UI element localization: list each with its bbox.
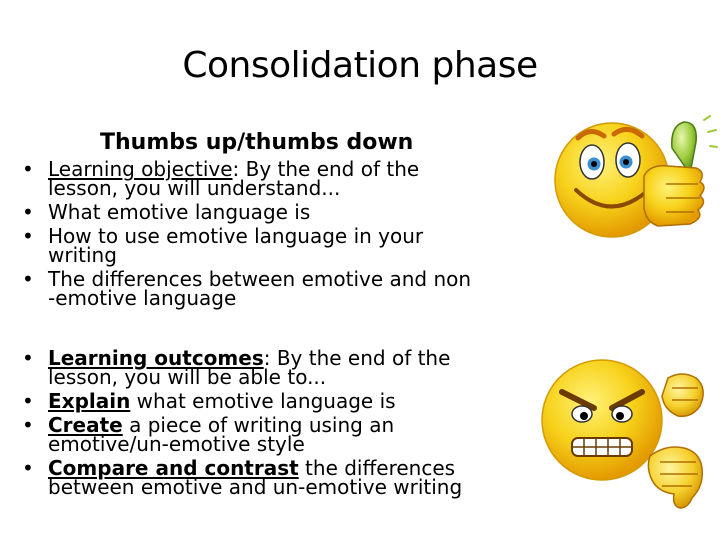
bullet-icon: • bbox=[22, 413, 34, 437]
thumbs-down-smiley-icon bbox=[532, 352, 720, 512]
list-item bbox=[0, 389, 480, 413]
bullet-icon: • bbox=[22, 267, 34, 291]
list-item bbox=[0, 413, 480, 456]
list-item bbox=[0, 224, 480, 267]
outcome-heading: Learning outcomes bbox=[48, 346, 264, 370]
list-item bbox=[0, 346, 480, 389]
objective-item: The differences between emotive and non -emotive language bbox=[48, 267, 472, 310]
bullet-icon: • bbox=[22, 200, 34, 224]
objective-intro: : By the end of the lesson, you will understand... bbox=[48, 157, 420, 200]
objective-heading: Learning objective bbox=[48, 157, 233, 181]
slide-title: Consolidation phase bbox=[182, 45, 538, 86]
bullet-icon: • bbox=[22, 456, 34, 480]
outcome-verb: Compare and contrast bbox=[48, 456, 299, 480]
outcome-intro: : By the end of the lesson, you will be able to... bbox=[48, 346, 451, 389]
list-item bbox=[0, 456, 480, 499]
outcome-verb: Create bbox=[48, 413, 123, 437]
outcome-text: a piece of writing using an emotive/un-emotive style bbox=[48, 413, 395, 456]
bullet-icon: • bbox=[22, 157, 34, 181]
outcome-text: the differences between emotive and un-emotive writing bbox=[48, 456, 463, 499]
bullet-icon: • bbox=[22, 346, 34, 370]
slide-subtitle: Thumbs up/thumbs down bbox=[100, 130, 414, 155]
thumbs-up-smiley-icon bbox=[550, 112, 720, 252]
list-item bbox=[0, 267, 480, 310]
bullet-icon: • bbox=[22, 389, 34, 413]
outcome-text: what emotive language is bbox=[130, 389, 396, 413]
objectives-list bbox=[0, 157, 480, 313]
outcome-verb: Explain bbox=[48, 389, 131, 413]
list-item bbox=[0, 200, 480, 224]
objective-item: What emotive language is bbox=[48, 200, 311, 224]
objective-item: How to use emotive language in your writing bbox=[48, 224, 424, 267]
bullet-icon: • bbox=[22, 224, 34, 248]
list-item bbox=[0, 157, 480, 200]
outcomes-list bbox=[0, 346, 480, 502]
